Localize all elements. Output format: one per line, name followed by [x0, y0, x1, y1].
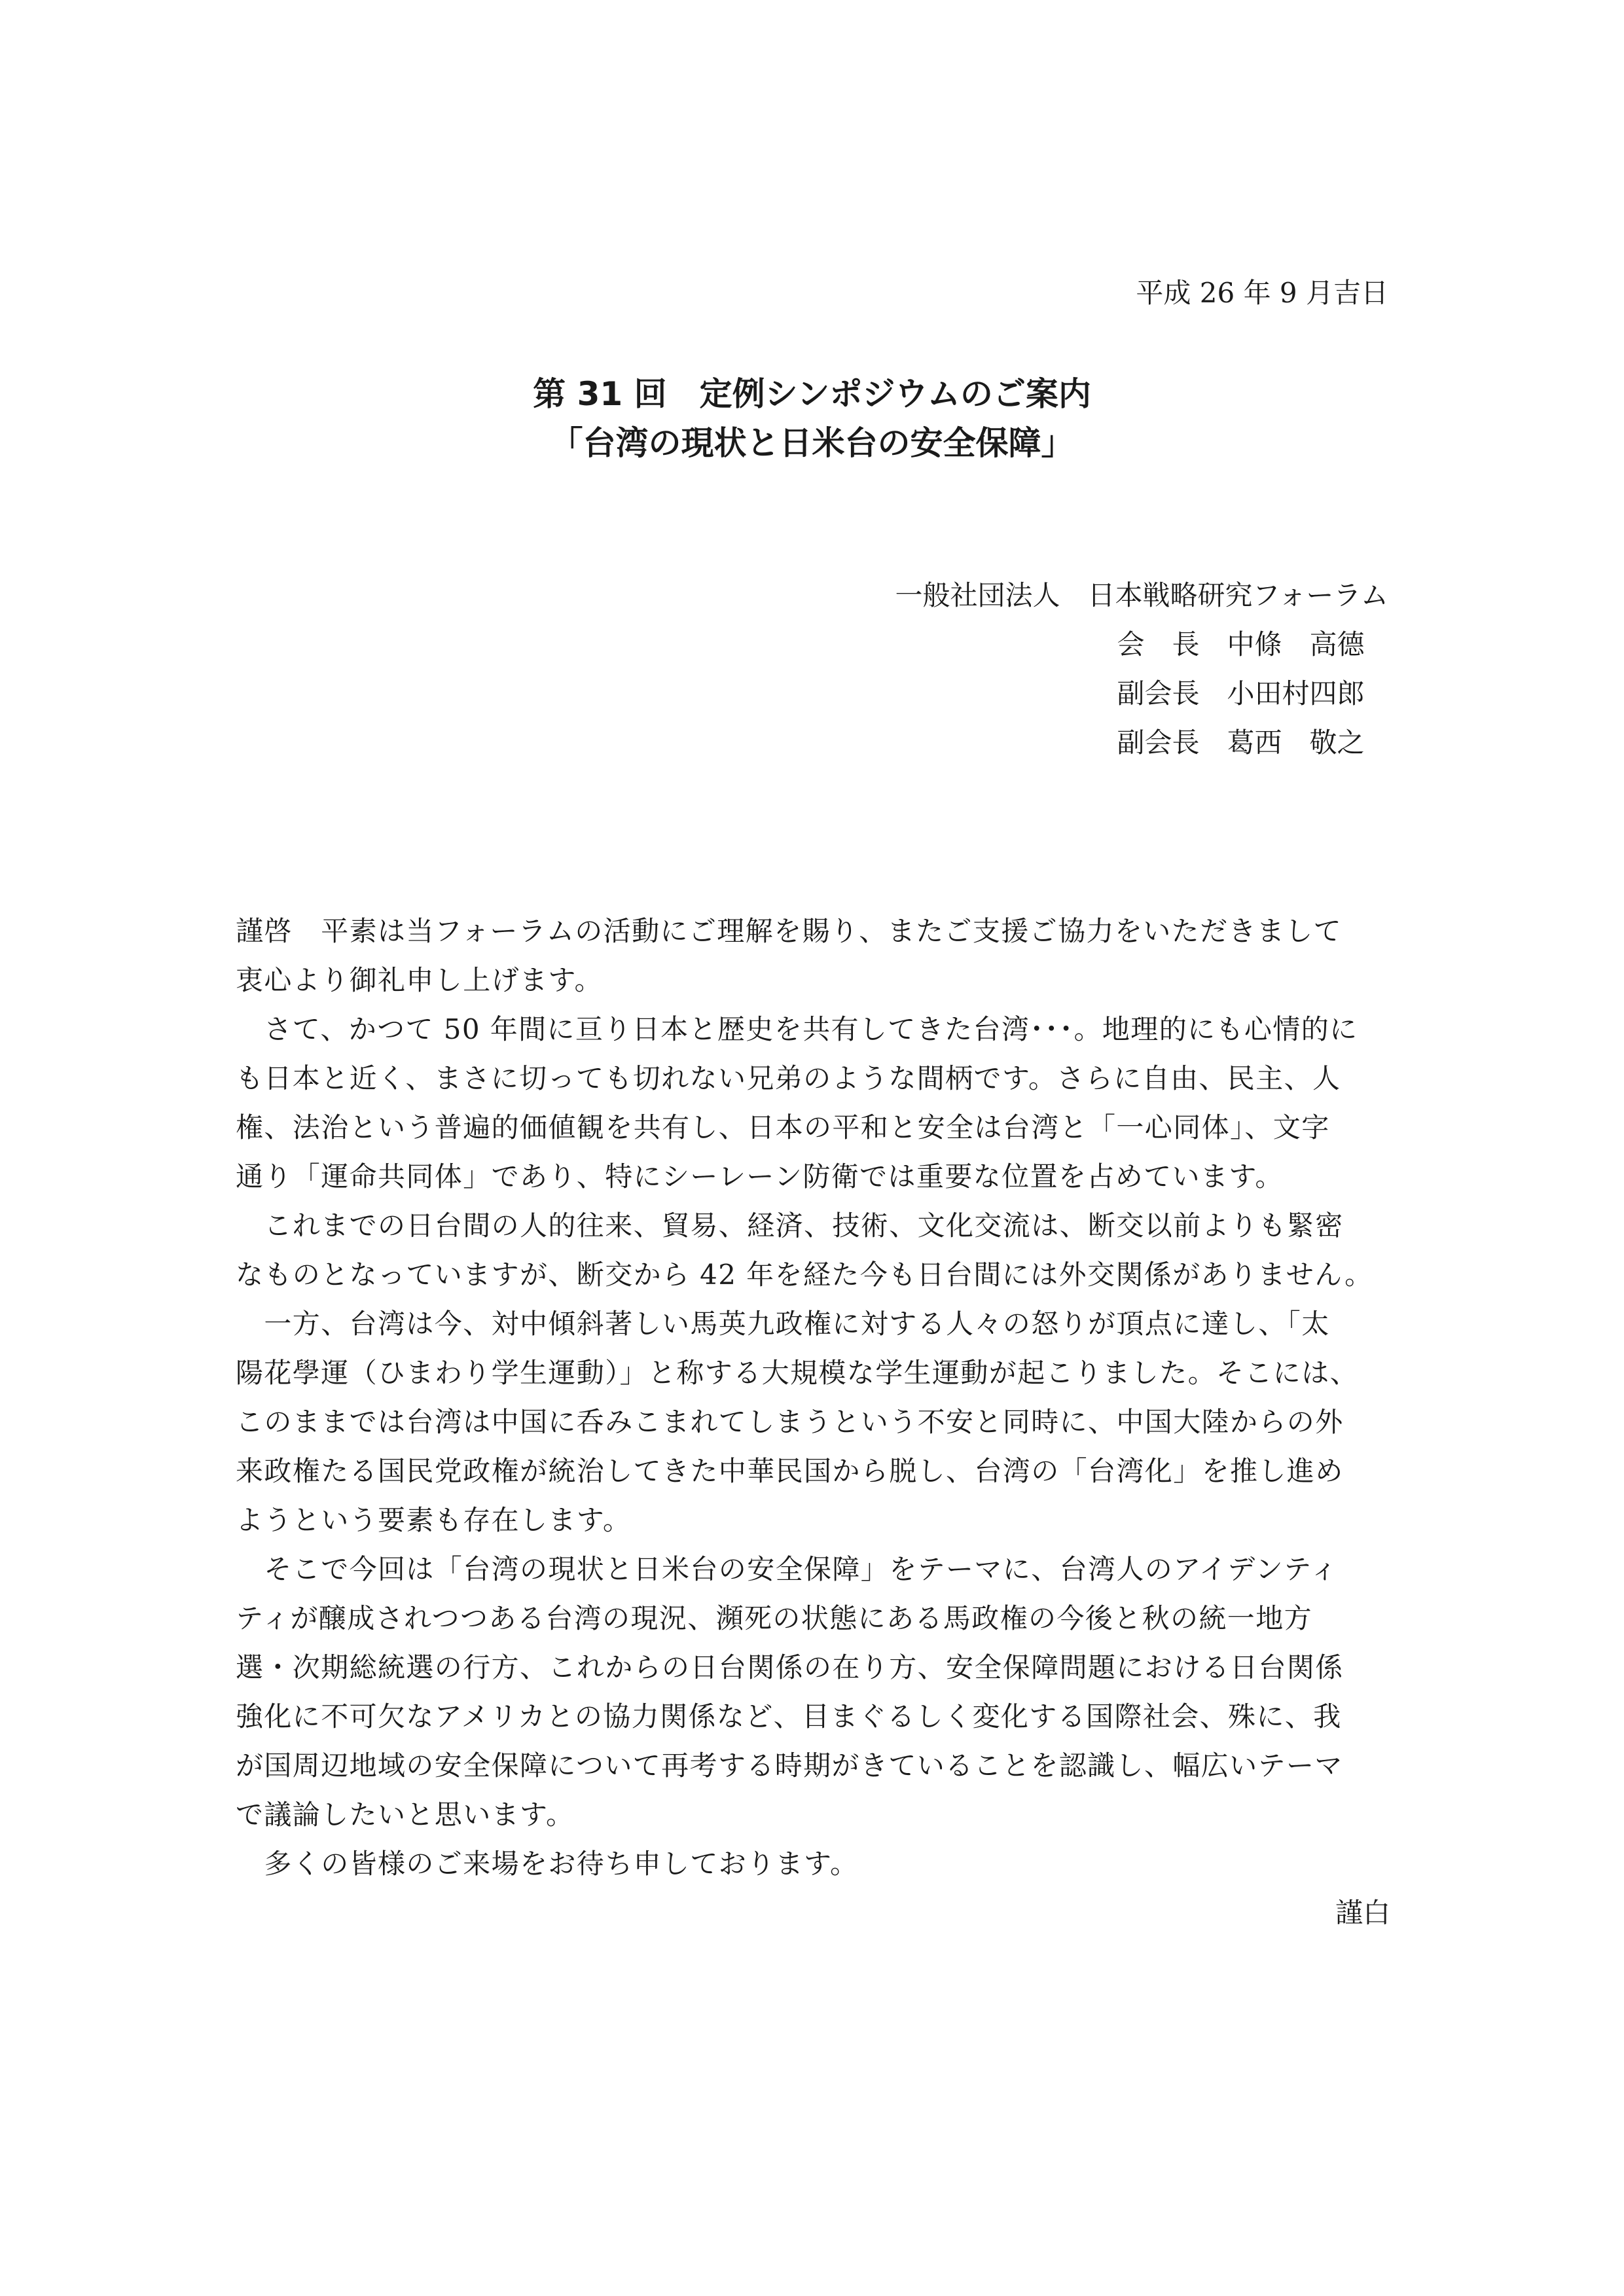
organization-block	[895, 571, 1388, 767]
body-line: で議論したいと思います。	[236, 1799, 575, 1831]
organization-name: 一般社団法人 日本戦略研究フォーラム	[895, 579, 1388, 611]
body-line: これまでの日台間の人的往来、貿易、経済、技術、文化交流は、断交以前よりも緊密	[236, 1210, 1344, 1242]
body-line: 権、法治という普遍的価値観を共有し、日本の平和と安全は台湾と「一心同体」、文字	[236, 1111, 1330, 1143]
officer-vice-chairman-1: 副会長 小田村四郎	[1117, 677, 1365, 709]
body-line: 陽花學運（ひまわり学生運動）」と称する大規模な学生運動が起こりました。そこには、	[236, 1357, 1359, 1389]
body-line: そこで今回は「台湾の現状と日米台の安全保障」をテーマに、台湾人のアイデンティ	[236, 1553, 1339, 1585]
body-line: なものとなっていますが、断交から 42 年を経た今も日台間には外交関係がありません。	[236, 1259, 1373, 1291]
document-date: 平成 26 年 9 月吉日	[1136, 277, 1388, 309]
body-line: ようという要素も存在します。	[236, 1504, 632, 1536]
letter-body	[236, 906, 1390, 1937]
officer-vice-chairman-2: 副会長 葛西 敬之	[1117, 726, 1365, 759]
closing-salutation: 謹白	[1335, 1897, 1390, 1929]
body-line: 多くの皆様のご来場をお待ち申しております。	[236, 1848, 859, 1880]
body-line: ティが醸成されつつある台湾の現況、瀕死の状態にある馬政権の今後と秋の統一地方	[236, 1602, 1313, 1634]
body-line: このままでは台湾は中国に呑みこまれてしまうという不安と同時に、中国大陸からの外	[236, 1406, 1344, 1438]
title-line-2: 「台湾の現状と日米台の安全保障」	[550, 424, 1074, 462]
body-line: 来政権たる国民党政権が統治してきた中華民国から脱し、台湾の「台湾化」を推し進め	[236, 1455, 1344, 1487]
document-title	[0, 370, 1624, 468]
body-line: 選・次期総統選の行方、これからの日台関係の在り方、安全保障問題における日台関係	[236, 1651, 1344, 1683]
body-line: 衷心より御礼申し上げます。	[236, 964, 603, 996]
body-line: が国周辺地域の安全保障について再考する時期がきていることを認識し、幅広いテーマ	[236, 1749, 1343, 1782]
body-line: さて、かつて 50 年間に亘り日本と歴史を共有してきた台湾･･･。地理的にも心情的に	[236, 1013, 1358, 1045]
title-line-1: 第 31 回 定例シンポジウムのご案内	[533, 375, 1091, 413]
officer-chairman: 会 長 中條 高德	[1117, 628, 1365, 660]
body-line: 謹啓 平素は当フォーラムの活動にご理解を賜り、またご支援ご協力をいただきまして	[236, 915, 1343, 947]
body-line: 一方、台湾は今、対中傾斜著しい馬英九政権に対する人々の怒りが頂点に達し、「太	[236, 1308, 1330, 1340]
body-line: も日本と近く、まさに切っても切れない兄弟のような間柄です。さらに自由、民主、人	[236, 1062, 1341, 1094]
body-line: 強化に不可欠なアメリカとの協力関係など、目まぐるしく変化する国際社会、殊に、我	[236, 1700, 1342, 1732]
body-line: 通り「運命共同体」であり、特にシーレーン防衛では重要な位置を占めています。	[236, 1160, 1284, 1193]
